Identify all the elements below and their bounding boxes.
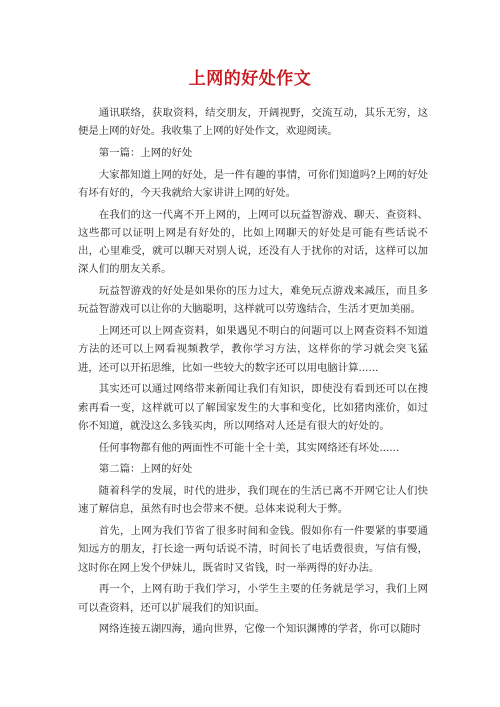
- paragraph: 玩益智游戏的好处是如果你的压力过大，难免玩点游戏来减压，而且多玩益智游戏可以让你的大脑聪明，这样就可以劳逸结合，生活才更加美丽。: [78, 285, 428, 316]
- paragraph: 在我们的这一代离不开上网的，上网可以玩益智游戏、聊天、查资料、这些都可以证明上网是有好处的，比如上网聊天的好处是可能有些话说不出，心里难受，就可以聊天对别人说，还没有人于扰你的对话，这样可以加深人们的朋友关系。: [78, 208, 428, 276]
- paragraph: 首先，上网为我们节省了很多时间和金钱。假如你有一件要紧的事要通知远方的朋友，打长途一两句话说不清，时间长了电话费很贵，写信有慢，这时你在网上发个伊妹儿，既省时又省钱，时一举两得的好办法。: [78, 525, 428, 574]
- paragraph: 再一个，上网有助于我们学习，小学生主要的任务就是学习，我们上网可以查资料，还可以扩展我们的知识面。: [78, 583, 428, 614]
- paragraph: 大家都知道上网的好处，是一件有趣的事情，可你们知道吗?上网的好处有坏有好的，今天我就给大家讲讲上网的好处。: [78, 168, 428, 199]
- paragraph: 上网还可以上网查资料，如果遇见不明白的问题可以上网查资料不知道方法的还可以上网看视频教学，教你学习方法，这样你的学习就会突飞猛进，还可以开拓思维，比如一些较大的数字还可以用电脑计算......: [78, 325, 428, 374]
- document-body: [78, 104, 428, 642]
- paragraph: 任何事物都有他的两面性不可能十全十美，其实网络还有坏处......: [98, 441, 400, 454]
- section-heading: 第二篇：上网的好处: [98, 463, 193, 476]
- document-title: 上网的好处作文: [188, 69, 312, 89]
- section-heading: 第一篇：上网的好处: [98, 147, 193, 159]
- paragraph: 其实还可以通过网络带来新闻让我们有知识，即使没有看到还可以在搜索再看一变，这样就可以了解国家发生的大事和变化，比如猪肉涨价，如过你不知道，就没这么多钱买肉，所以网络对人还是有很大的好处的。: [78, 383, 428, 432]
- paragraph: 网络连接五湖四海，通向世界，它像一个知识渊博的学者，你可以随时: [98, 623, 421, 636]
- paragraph: 随着科学的发展，时代的进步，我们现在的生活已离不开网它让人们快速了解信息，虽然有时也会带来不便。总体来说利大于弊。: [78, 485, 428, 516]
- paragraph: 通讯联络，获取资料，结交朋友，开阔视野，交流互动，其乐无穷，这便是上网的好处。我收集了上网的好处作文，欢迎阅读。: [78, 107, 428, 138]
